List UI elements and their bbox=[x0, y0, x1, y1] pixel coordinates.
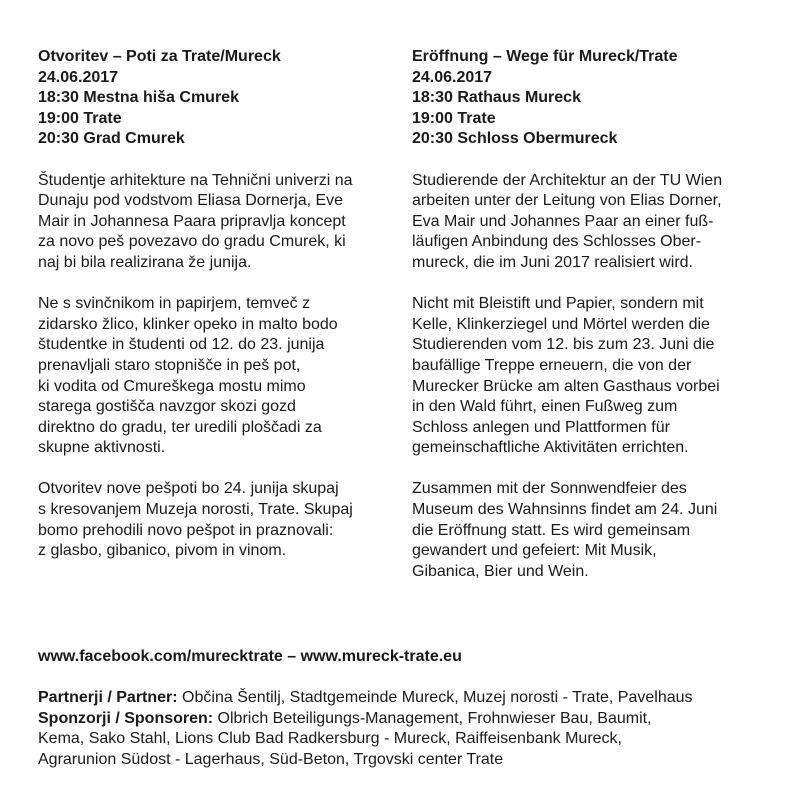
paragraph-2 bbox=[38, 294, 388, 459]
text-line: Študentje arhitekture na Tehnični univerzi na bbox=[38, 171, 353, 189]
text-line: za novo peš povezavo do gradu Cmurek, ki bbox=[38, 233, 346, 251]
footer bbox=[38, 647, 778, 771]
text-line: mureck, die im Juni 2017 realisiert wird. bbox=[412, 253, 693, 271]
event-date: 24.06.2017 bbox=[38, 68, 119, 86]
german-event-heading bbox=[412, 47, 757, 150]
german-column bbox=[412, 47, 757, 582]
text-line: skupne aktivnosti. bbox=[38, 439, 166, 457]
text-line: Mair in Johannesa Paara pripravlja koncept bbox=[38, 212, 346, 230]
event-time-2: 19:00 Trate bbox=[38, 109, 122, 127]
event-time-1: 18:30 Rathaus Mureck bbox=[412, 89, 581, 107]
text-line: študentke in študenti od 12. do 23. junija bbox=[38, 336, 325, 354]
event-time-3: 20:30 Schloss Obermureck bbox=[412, 130, 618, 148]
event-time-1: 18:30 Mestna hiša Cmurek bbox=[38, 89, 239, 107]
text-line: starega gostišča navzgor skozi gozd bbox=[38, 398, 296, 416]
sponsors-label: Sponzorji / Sponsoren: bbox=[38, 709, 214, 727]
paragraph-3 bbox=[412, 479, 757, 582]
text-line: bomo prehodili novo pešpot in praznovali: bbox=[38, 521, 334, 539]
event-title: Otvoritev – Poti za Trate/Mureck bbox=[38, 48, 281, 65]
text-line: Kelle, Klinkerziegel und Mörtel werden die bbox=[412, 315, 710, 333]
event-date: 24.06.2017 bbox=[412, 68, 493, 86]
paragraph-1 bbox=[38, 171, 388, 274]
paragraph-1 bbox=[412, 171, 757, 274]
paragraph-2 bbox=[412, 294, 757, 459]
text-line: prenavljali staro stopnišče in peš pot, bbox=[38, 356, 301, 374]
text-line: gewandert und gefeiert: Mit Musik, bbox=[412, 542, 657, 560]
slovene-column bbox=[38, 47, 388, 562]
sponsors-text: Olbrich Beteiligungs-Management, Frohnwieser Bau, Baumit, bbox=[213, 709, 652, 727]
text-line: z glasbo, gibanico, pivom in vinom. bbox=[38, 542, 287, 560]
text-line: Gibanica, Bier und Wein. bbox=[412, 562, 589, 580]
partners-line bbox=[38, 688, 778, 709]
partners-label: Partnerji / Partner: bbox=[38, 689, 178, 707]
text-line: zidarsko žlico, klinker opeko in malto bodo bbox=[38, 315, 338, 333]
partners-text: Občina Šentilj, Stadtgemeinde Mureck, Muzej norosti - Trate, Pavelhaus bbox=[177, 689, 693, 707]
text-line: Murecker Brücke am alten Gasthaus vorbei bbox=[412, 377, 720, 395]
event-title: Eröffnung – Wege für Mureck/Trate bbox=[412, 48, 678, 65]
web-links: www.facebook.com/murecktrate – www.mureck-trate.eu bbox=[38, 648, 462, 665]
event-time-2: 19:00 Trate bbox=[412, 109, 496, 127]
text-line: ki vodita od Cmureškega mostu mimo bbox=[38, 377, 306, 395]
sponsors-line bbox=[38, 709, 778, 730]
text-line: Studierenden vom 12. bis zum 23. Juni die bbox=[412, 336, 715, 354]
text-line: arbeiten unter der Leitung von Elias Dorner, bbox=[412, 192, 722, 210]
sponsors-line-3: Agrarunion Südost - Lagerhaus, Süd-Beton, Trgovski center Trate bbox=[38, 750, 504, 768]
paragraph-3 bbox=[38, 479, 388, 561]
sponsors-line-2: Kema, Sako Stahl, Lions Club Bad Radkersburg - Mureck, Raiffeisenbank Mureck, bbox=[38, 730, 622, 748]
slovene-event-heading bbox=[38, 47, 388, 150]
text-line: Eva Mair und Johannes Paar an einer fuß- bbox=[412, 212, 714, 230]
text-line: Dunaju pod vodstvom Eliasa Dornerja, Eve bbox=[38, 192, 344, 210]
event-time-3: 20:30 Grad Cmurek bbox=[38, 130, 185, 148]
text-line: Studierende der Architektur an der TU Wien bbox=[412, 171, 723, 189]
text-line: gemeinschaftliche Aktivitäten errichten. bbox=[412, 439, 689, 457]
text-line: läufigen Anbindung des Schlosses Ober- bbox=[412, 233, 702, 251]
text-line: Museum des Wahnsinns findet am 24. Juni bbox=[412, 501, 718, 519]
text-line: Otvoritev nove pešpoti bo 24. junija skupaj bbox=[38, 480, 339, 498]
text-line: Nicht mit Bleistift und Papier, sondern mit bbox=[412, 295, 704, 313]
text-line: direktno do gradu, ter uredili ploščadi za bbox=[38, 418, 322, 436]
text-line: Ne s svinčnikom in papirjem, temveč z bbox=[38, 295, 311, 313]
text-line: Schloss anlegen und Plattformen für bbox=[412, 418, 670, 436]
text-line: s kresovanjem Muzeja norosti, Trate. Skupaj bbox=[38, 501, 353, 519]
text-line: die Eröffnung statt. Es wird gemeinsam bbox=[412, 521, 691, 539]
text-line: in den Wald führt, einen Fußweg zum bbox=[412, 398, 678, 416]
text-line: Zusammen mit der Sonnwendfeier des bbox=[412, 480, 687, 498]
text-line: naj bi bila realizirana že junija. bbox=[38, 253, 252, 271]
text-line: baufällige Treppe erneuern, die von der bbox=[412, 356, 692, 374]
